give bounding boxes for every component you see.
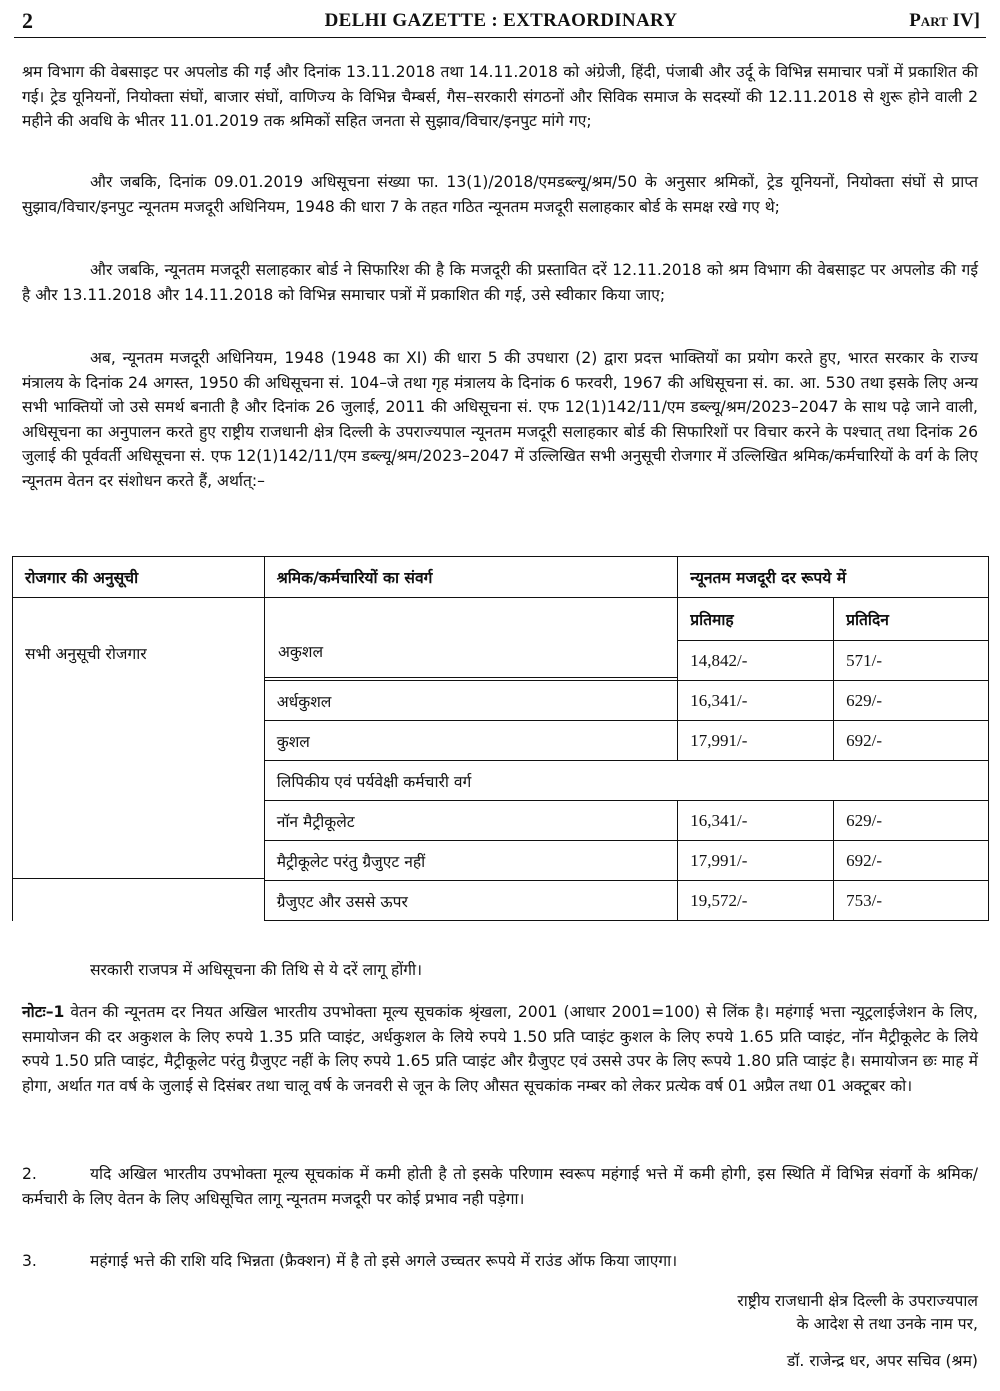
monthly-value: 16,341/- (678, 681, 834, 721)
monthly-value: 17,991/- (678, 841, 834, 881)
header-rule (14, 37, 986, 38)
header-daily: प्रतिदिन (834, 598, 989, 641)
signature-line-2: के आदेश से तथा उनके नाम पर, (796, 1315, 978, 1333)
daily-value: 629/- (834, 801, 989, 841)
signature-line-1: राष्ट्रीय राजधानी क्षेत्र दिल्ली के उपराज्यपाल (737, 1292, 978, 1310)
minimum-wage-table (12, 556, 989, 921)
note-1-label: नोटः–1 (22, 1003, 65, 1021)
header-category: श्रमिक/कर्मचारियों का संवर्ग (264, 557, 678, 598)
table-header-row (13, 557, 989, 598)
note-2-label: 2. (22, 1165, 37, 1183)
clerical-heading: लिपिकीय एवं पर्यवेक्षी कर्मचारी वर्ग (264, 761, 988, 801)
daily-value: 571/- (834, 641, 989, 681)
monthly-value: 17,991/- (678, 721, 834, 761)
page-header (22, 8, 980, 36)
category-label: मैट्रीकूलेट परंतु ग्रैजुएट नहीं (264, 841, 678, 881)
note-1 (22, 1000, 978, 1098)
table-divider (264, 677, 678, 678)
paragraph-1: श्रम विभाग की वेबसाइट पर अपलोड की गईं और दिनांक 13.11.2018 तथा 14.11.2018 को अंग्रेजी, हिंदी, पंजाबी और उर्दू के विभिन्न समाचार पत्रों में प्रकाशित की गई। ट्रेड यूनियनों, नियोक्ता संघों, बाजार संघों, वाणिज्य के विभिन्न चैम्बर्स, गैस–सरकारी संगठनों और सिविक समाज के सदस्यों की 12.11.2018 से शुरू होने वाली 2 महीने की अवधि के भीतर 11.01.2019 तक श्रमिकों सहित जनता से सुझाव/विचार/इनपुट मांगे गए; (22, 63, 978, 130)
category-blank (264, 598, 678, 681)
category-label: नॉन मैट्रीकूलेट (264, 801, 678, 841)
table-subheader-row (13, 598, 989, 641)
monthly-value: 16,341/- (678, 801, 834, 841)
note-1-text: वेतन की न्यूनतम दर नियत अखिल भारतीय उपभोक्ता मूल्य सूचकांक श्रृंखला, 2001 (आधार 2001=100) से लिंक है। महंगाई भत्ता न्यूट्रलाईजेशन के लिए, समायोजन की दर अकुशल के लिए रुपये 1.35 प्रति प्वाइंट, अर्धकुशल के लिये रुपये 1.50 प्रति प्वाइंट कुशल के लिए रुपये 1.65 प्रति प्वाइंट, नॉन मैट्रीकूलेट के लिये रुपये 1.50 प्रति प्वाइंट, मैट्रीकूलेट परंतु ग्रैजुएट नहीं के लिए रुपये 1.65 प्रति प्वाइंट और ग्रैजुएट एवं उससे उपर के लिए रूपये 1.80 प्रति प्वाइंट है। समायोजन छः माह में होगा, अर्थात गत वर्ष के जुलाई से दिसंबर तथा चालू वर्ष के जनवरी से जून के लिए औसत सूचकांक नम्बर को लेकर प्रत्येक वर्ष 01 अप्रैल तथा 01 अक्टूबर को। (22, 1003, 978, 1095)
category-label: अकुशल (278, 643, 324, 661)
daily-value: 753/- (834, 881, 989, 921)
signature-line-3: डॉ. राजेन्द्र धर, अपर सचिव (श्रम) (787, 1352, 978, 1370)
table-divider (12, 878, 264, 879)
daily-value: 692/- (834, 841, 989, 881)
note-3 (22, 1249, 978, 1274)
gazette-title: DELHI GAZETTE : EXTRAORDINARY (324, 10, 678, 31)
schedule-cell (13, 598, 265, 921)
category-label: ग्रैजुएट और उससे ऊपर (264, 881, 678, 921)
header-rate: न्यूनतम मजदूरी दर रूपये में (678, 557, 989, 598)
note-3-label: 3. (22, 1252, 37, 1270)
category-label: अर्धकुशल (264, 681, 678, 721)
header-schedule: रोजगार की अनुसूची (13, 557, 265, 598)
monthly-value: 14,842/- (678, 641, 834, 681)
daily-value: 629/- (834, 681, 989, 721)
monthly-value: 19,572/- (678, 881, 834, 921)
note-2-text: यदि अखिल भारतीय उपभोक्ता मूल्य सूचकांक में कमी होती है तो इसके परिणाम स्वरूप महंगाई भत्ते में कमी होगी, इस स्थिति में विभिन्न संवर्गो के श्रमिक/कर्मचारी के लिए वेतन के लिए अधिसूचित लागू न्यूनतम मजदूरी पर कोई प्रभाव नही पड़ेगा। (22, 1165, 978, 1208)
category-label: कुशल (264, 721, 678, 761)
daily-value: 692/- (834, 721, 989, 761)
header-monthly: प्रतिमाह (678, 598, 834, 641)
paragraph-4: अब, न्यूनतम मजदूरी अधिनियम, 1948 (1948 का XI) की धारा 5 की उपधारा (2) द्वारा प्रदत्त भाक्तियों का प्रयोग करते हुए, भारत सरकार के राज्य मंत्रालय के दिनांक 24 अगस्त, 1950 की अधिसूचना सं. 104–जे तथा गृह मंत्रालय के दिनांक 6 फरवरी, 1967 की अधिसूचना सं. का. आ. 530 तथा इसके लिए अन्य सभी भाक्तियों जो उसे समर्थ बनाती है और दिनांक 26 जुलाई, 2011 की अधिसूचना सं. एफ 12(1)142/11/एम डब्ल्यू/श्रम/2023–2047 के साथ पढ़े जाने वाली, अधिसूचना का अनुपालन करते हुए राष्ट्रीय राजधानी क्षेत्र दिल्ली के उपराज्यपाल न्यूनतम मजदूरी सलाहकार बोर्ड की सिफारिशों पर विचार करने के पश्चात् तथा दिनांक 26 जुलाई की पूर्ववर्ती अधिसूचना सं. एफ 12(1)142/11/एम डब्ल्यू/श्रम/2023–2047 में उल्लिखित सभी अनुसूची रोजगार में उल्लिखित श्रमिक/कर्मचारियों के वर्ग के लिए न्यूनतम वेतन दर संशोधन करते हैं, अर्थात्:– (22, 349, 978, 490)
effective-date-text: सरकारी राजपत्र में अधिसूचना की तिथि से ये दरें लागू होंगी। (90, 961, 423, 979)
paragraph-3: और जबकि, न्यूनतम मजदूरी सलाहकार बोर्ड ने सिफारिश की है कि मजदूरी की प्रस्तावित दरें 12.11.2018 को श्रम विभाग की वेबसाइट पर अपलोड की गई है और 13.11.2018 और 14.11.2018 को विभिन्न समाचार पत्रों में प्रकाशित की गई, उसे स्वीकार किया जाए; (22, 261, 978, 304)
part-label: Part IV] (909, 10, 980, 31)
paragraph-2: और जबकि, दिनांक 09.01.2019 अधिसूचना संख्या फा. 13(1)/2018/एमडब्ल्यू/श्रम/50 के अनुसार श्रमिकों, ट्रेड यूनियनों, नियोक्ता संघों से प्राप्त सुझाव/विचार/इनपुट न्यूनतम मजदूरी अधिनियम, 1948 की धारा 7 के तहत गठित न्यूनतम मजदूरी सलाहकार बोर्ड के समक्ष रखे गए थे; (22, 173, 978, 216)
note-3-text: महंगाई भत्ते की राशि यदि भिन्नता (फ्रैक्शन) में है तो इसे अगले उच्चतर रूपये में राउंड ऑफ किया जाएगा। (90, 1252, 678, 1270)
note-2 (22, 1162, 978, 1211)
schedule-value: सभी अनुसूची रोजगार (25, 645, 147, 663)
page-number: 2 (22, 8, 33, 33)
